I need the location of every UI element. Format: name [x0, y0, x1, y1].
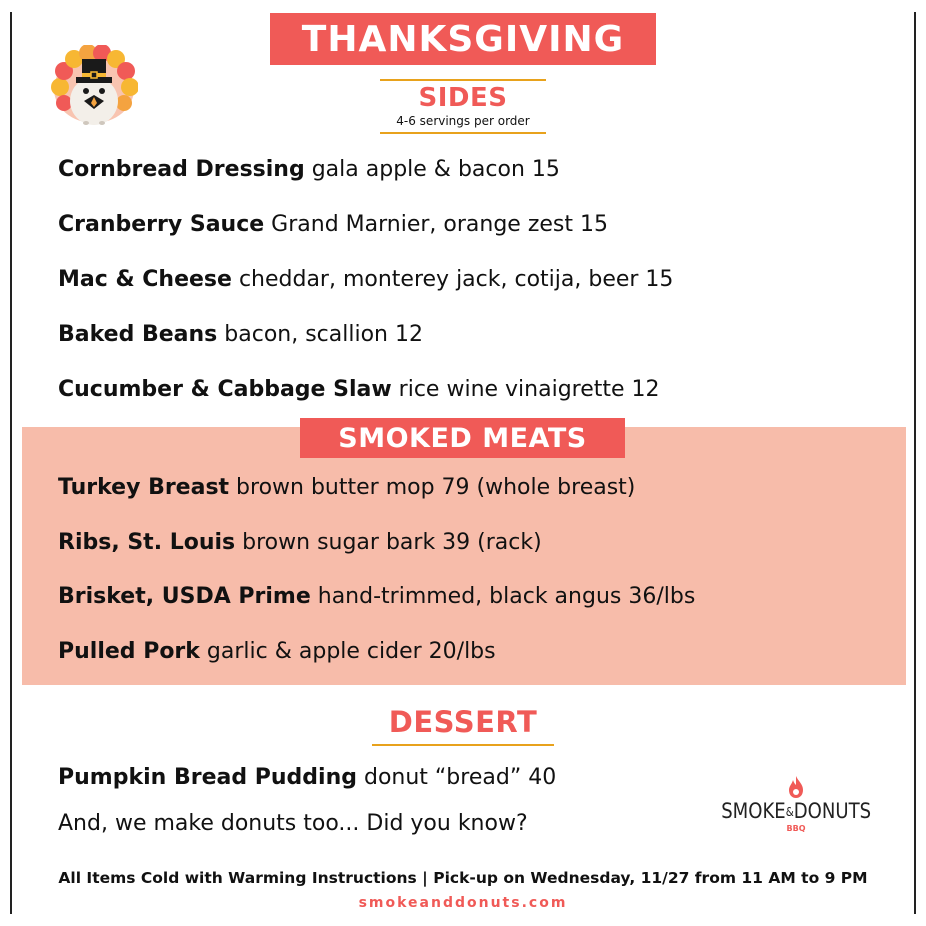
item-name: Cucumber & Cabbage Slaw — [58, 377, 392, 402]
item-name: Cornbread Dressing — [58, 157, 305, 182]
item-desc: Grand Marnier, orange zest 15 — [264, 212, 608, 237]
item-name: Turkey Breast — [58, 475, 230, 500]
turkey-pilgrim-hat-icon — [50, 45, 138, 129]
sides-subtitle: 4-6 servings per order — [396, 114, 530, 128]
logo-bbq: BBQ — [786, 824, 806, 833]
menu-item — [58, 529, 542, 557]
logo-word-right: DONUTS — [793, 799, 871, 823]
frame-border-left — [10, 12, 12, 914]
frame-border-right — [914, 12, 916, 914]
item-desc: rice wine vinaigrette 12 — [391, 377, 660, 402]
item-name: Baked Beans — [58, 322, 218, 347]
page-title: THANKSGIVING — [270, 13, 656, 65]
logo-ampersand: & — [785, 805, 794, 819]
menu-item — [58, 211, 608, 239]
item-name: Mac & Cheese — [58, 267, 232, 292]
item-name: Ribs, St. Louis — [58, 530, 236, 555]
menu-item — [58, 764, 556, 792]
footer-info: All Items Cold with Warming Instructions | Pick-up on Wednesday, 11/27 from 11 AM to 9 PM — [58, 869, 868, 887]
divider-bottom — [372, 744, 554, 746]
item-desc: donut “bread” 40 — [356, 765, 557, 790]
sides-title: SIDES — [418, 83, 508, 113]
donuts-note: And, we make donuts too... Did you know? — [58, 811, 528, 836]
item-desc: gala apple & bacon 15 — [304, 157, 560, 182]
item-desc: garlic & apple cider 20/lbs — [199, 639, 496, 664]
item-desc: cheddar, monterey jack, cotija, beer 15 — [231, 267, 674, 292]
menu-item — [58, 474, 635, 502]
sides-heading — [380, 79, 546, 134]
logo-wordmark — [721, 799, 871, 824]
item-name: Brisket, USDA Prime — [58, 584, 311, 609]
menu-item — [58, 638, 496, 666]
item-name: Pulled Pork — [58, 639, 200, 664]
menu-item — [58, 321, 423, 349]
menu-item — [58, 376, 660, 404]
menu-item — [58, 156, 560, 184]
smoke-and-donuts-logo — [718, 775, 874, 845]
dessert-title: DESSERT — [388, 705, 538, 739]
menu-item — [58, 266, 673, 294]
footer-url[interactable]: smokeanddonuts.com — [358, 895, 568, 911]
menu-item — [58, 583, 695, 611]
item-desc: brown butter mop 79 (whole breast) — [229, 475, 636, 500]
item-name: Cranberry Sauce — [58, 212, 265, 237]
item-desc: bacon, scallion 12 — [217, 322, 423, 347]
item-desc: hand-trimmed, black angus 36/lbs — [310, 584, 696, 609]
dessert-heading — [372, 702, 554, 746]
flame-icon — [787, 775, 805, 799]
smoked-meats-title: SMOKED MEATS — [300, 418, 625, 458]
logo-word-left: SMOKE — [721, 799, 786, 823]
item-name: Pumpkin Bread Pudding — [58, 765, 357, 790]
divider-bottom — [380, 132, 546, 134]
item-desc: brown sugar bark 39 (rack) — [235, 530, 542, 555]
